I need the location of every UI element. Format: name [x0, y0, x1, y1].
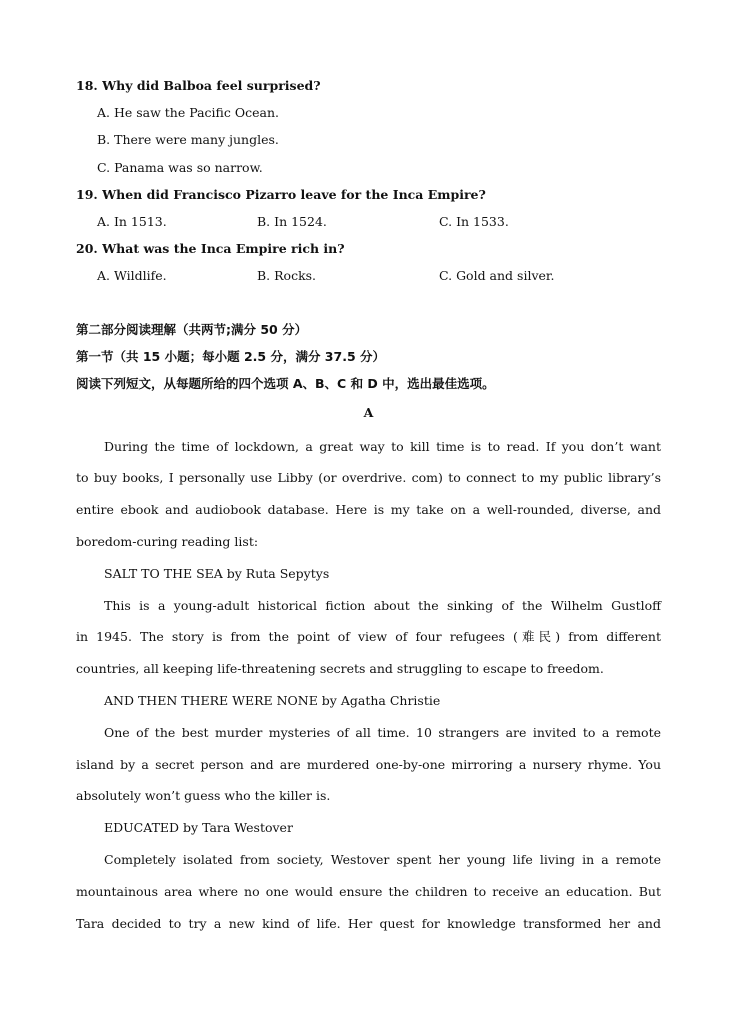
passage-line: This is a young-adult historical fiction about the sinking of the Wilhelm Gustloff — [104, 598, 661, 613]
question-19: 19. When did Francisco Pizarro leave for the Inca Empire? — [76, 187, 486, 202]
passage-letter: A — [363, 405, 374, 420]
passage-line: One of the best murder mysteries of all time. 10 strangers are invited to a remote — [104, 725, 661, 740]
passage-line: in 1945. The story is from the point of view of four refugees (难民) from different — [76, 629, 661, 644]
question-19-option-a: A. In 1513. — [97, 214, 167, 229]
passage-line: boredom-curing reading list: — [76, 534, 259, 549]
passage-line: mountainous area where no one would ensure the children to receive an education. But — [76, 884, 661, 899]
question-18: 18. Why did Balboa feel surprised? — [76, 78, 321, 93]
question-20-option-a: A. Wildlife. — [97, 268, 167, 283]
passage-line: During the time of lockdown, a great way to kill time is to read. If you don’t want — [104, 439, 661, 454]
book-title-3: EDUCATED by Tara Westover — [104, 820, 293, 835]
question-18-option-a: A. He saw the Pacific Ocean. — [97, 105, 279, 120]
question-19-option-c: C. In 1533. — [439, 214, 509, 229]
passage-line: island by a secret person and are murdered one-by-one mirroring a nursery rhyme. You — [76, 757, 661, 772]
book-title-2: AND THEN THERE WERE NONE by Agatha Christie — [104, 693, 441, 708]
question-18-option-b: B. There were many jungles. — [97, 132, 279, 147]
question-20-option-c: C. Gold and silver. — [439, 268, 555, 283]
passage-line: absolutely won’t guess who the killer is. — [76, 788, 331, 803]
passage-line: to buy books, I personally use Libby (or overdrive. com) to connect to my public library’s — [76, 470, 661, 485]
book-title-1: SALT TO THE SEA by Ruta Sepytys — [104, 566, 330, 581]
section-sub-heading: 第一节（共 15 小题；每小题 2.5 分，满分 37.5 分） — [76, 349, 385, 364]
question-19-option-b: B. In 1524. — [257, 214, 327, 229]
question-20: 20. What was the Inca Empire rich in? — [76, 241, 345, 256]
passage-line: entire ebook and audiobook database. Here is my take on a well-rounded, diverse, and — [76, 502, 661, 517]
question-18-option-c: C. Panama was so narrow. — [97, 160, 263, 175]
section-part-heading: 第二部分阅读理解（共两节;满分 50 分） — [76, 322, 308, 337]
section-instruction: 阅读下列短文，从每题所给的四个选项 A、B、C 和 D 中，选出最佳选项。 — [76, 376, 495, 391]
passage-line: countries, all keeping life-threatening secrets and struggling to escape to freedom. — [76, 661, 604, 676]
passage-line: Completely isolated from society, Westover spent her young life living in a remote — [104, 852, 661, 867]
passage-line: Tara decided to try a new kind of life. Her quest for knowledge transformed her and — [76, 916, 661, 931]
question-20-option-b: B. Rocks. — [257, 268, 317, 283]
